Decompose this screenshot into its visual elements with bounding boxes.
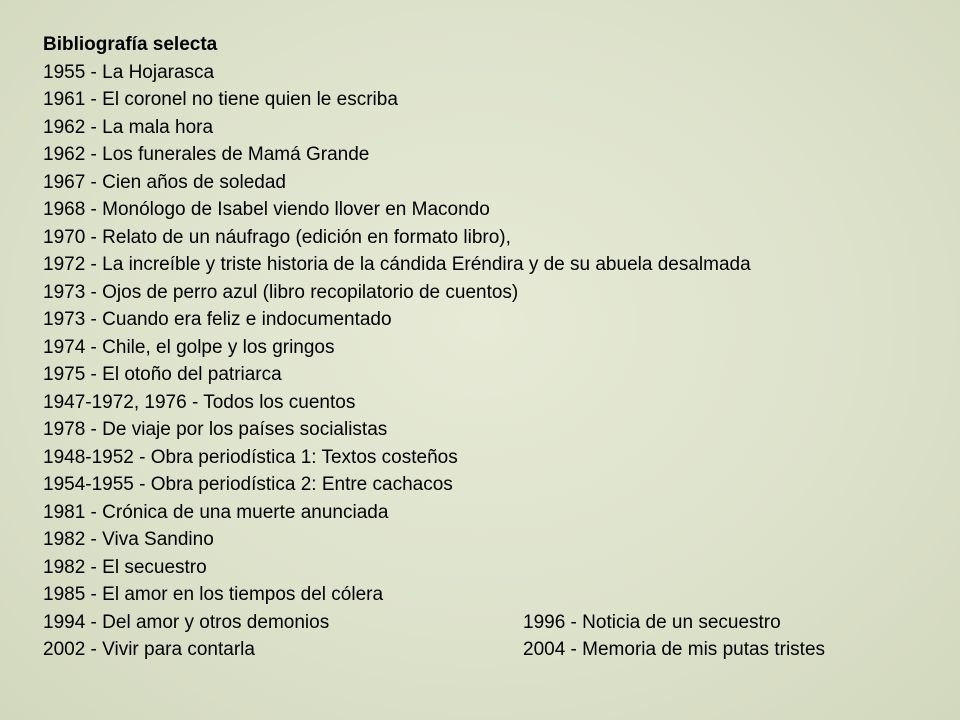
bibliography-entry: 1973 - Cuando era feliz e indocumentado xyxy=(43,309,392,330)
bibliography-title: Bibliografía selecta xyxy=(43,34,218,55)
bibliography-entry: 1955 - La Hojarasca xyxy=(43,61,215,83)
bibliography-entry: 1970 - Relato de un náufrago (edición en formato libro), xyxy=(43,226,511,248)
bibliography-entry: 1978 - De viaje por los países socialistas xyxy=(43,419,388,440)
bibliography-entry: 1982 - El secuestro xyxy=(43,556,207,578)
bibliography-entry: 1948-1952 - Obra periodística 1: Textos costeños xyxy=(43,446,458,468)
bibliography-list xyxy=(43,31,923,664)
bibliography-entry: 1981 - Crónica de una muerte anunciada xyxy=(43,501,389,523)
bibliography-entry: 2004 - Memoria de mis putas tristes xyxy=(523,639,826,660)
bibliography-entry: 1962 - Los funerales de Mamá Grande xyxy=(43,144,370,165)
bibliography-entry: 1968 - Monólogo de Isabel viendo llover en Macondo xyxy=(43,199,490,220)
bibliography-entry: 1975 - El otoño del patriarca xyxy=(43,364,282,385)
bibliography-entry: 1973 - Ojos de perro azul (libro recopilatorio de cuentos) xyxy=(43,281,519,303)
bibliography-entry: 1972 - La increíble y triste historia de la cándida Eréndira y de su abuela desalmada xyxy=(43,254,751,275)
bibliography-entry: 1954-1955 - Obra periodística 2: Entre cachacos xyxy=(43,474,453,495)
bibliography-entry: 1947-1972, 1976 - Todos los cuentos xyxy=(43,391,356,413)
bibliography-entry: 1962 - La mala hora xyxy=(43,116,214,138)
bibliography-entry: 1996 - Noticia de un secuestro xyxy=(523,611,781,633)
bibliography-entry: 1967 - Cien años de soledad xyxy=(43,171,286,193)
bibliography-entry: 2002 - Vivir para contarla xyxy=(43,639,255,660)
bibliography-entry: 1961 - El coronel no tiene quien le escriba xyxy=(43,89,398,110)
bibliography-entry: 1974 - Chile, el golpe y los gringos xyxy=(43,336,335,358)
bibliography-entry: 1994 - Del amor y otros demonios xyxy=(43,611,330,633)
bibliography-entry: 1985 - El amor en los tiempos del cólera xyxy=(43,584,384,605)
bibliography-entry: 1982 - Viva Sandino xyxy=(43,529,214,550)
bibliography-row-two-column xyxy=(43,609,923,637)
bibliography-row-two-column xyxy=(43,636,923,664)
